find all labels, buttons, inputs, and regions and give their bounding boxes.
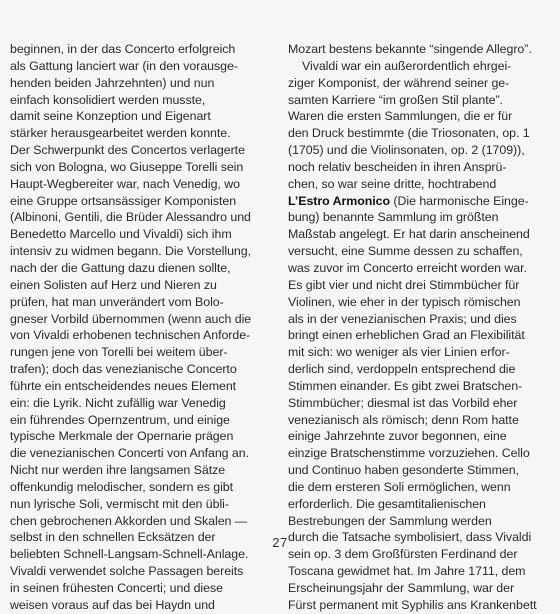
page-number: 27 (272, 535, 288, 550)
text-line: beginnen, in der das Concerto erfolgreich (10, 42, 236, 56)
text-line: Waren die ersten Sammlungen, die er für (288, 109, 513, 124)
text-line: die venezianischen Concerti von Anfang an. (10, 446, 249, 461)
text-line: nach der die Gattung dazu dienen sollte, (10, 260, 231, 275)
text-line: einfach konsolidiert werden musste, (10, 92, 206, 107)
text-line: Violinen, wie eher in der typisch römischen (288, 294, 521, 309)
text-line: selbst in den schnellen Ecksätzen der (10, 530, 216, 545)
text-line: Nicht nur werden ihre langsamen Sätze (10, 463, 226, 478)
text-line: Fürst permanent mit Syphilis ans Krankenbett (288, 597, 537, 612)
text-line: chen gebrochenen Akkorden und Skalen — (10, 513, 248, 528)
text-line: damit seine Konzeption und Eigenart (10, 109, 211, 124)
text-line: (Albinoni, Gentili, die Brüder Alessandro und (10, 210, 251, 225)
collection-title: L’Estro Armonico (288, 193, 391, 208)
text-line: mit sich: wo weniger als vier Linien erfor- (288, 345, 510, 360)
text-line: Erscheinungsjahr der Sammlung, war der (288, 581, 515, 595)
text-line: intensiv zu widmen begann. Die Vorstellung, (10, 244, 251, 259)
text-line: Stimmbücher; diesmal ist das Vorbild eher (288, 395, 518, 410)
text-line: offenkundig melodischer, sondern es gibt (10, 479, 234, 494)
text-line: Der Schwerpunkt des Concertos verlagerte (10, 143, 245, 158)
text-line: sich von Bologna, wo Giuseppe Torelli sein (10, 159, 244, 174)
text-line: prüfen, hat man unverändert vom Bolo- (10, 294, 224, 309)
text-line: rungen jene von Torelli bei weitem über- (10, 345, 228, 360)
text-line: Bestrebungen der Sammlung werden (288, 513, 492, 528)
text-line: trafen); doch das venezianische Concerto (10, 362, 237, 377)
text-line: Benedetto Marcello und Vivaldi) sich ihm (10, 227, 232, 242)
text-line: in seinen frühesten Concerti; und diese (10, 581, 223, 595)
text-line: einen Solisten auf Herz und Nieren zu (10, 277, 217, 292)
text-line: ein: die Lyrik. Nicht zufällig war Venedig (10, 395, 226, 410)
text-line: bringt einen erheblichen Grad an Flexibilität (288, 328, 525, 343)
text-line: henden beiden Jahrzehnten) und nun (10, 75, 215, 90)
text-line: durch die Tatsache symbolisiert, dass Vivaldi (288, 530, 532, 545)
text-line: ein führendes Opernzentrum, und einige (10, 412, 230, 427)
text-line: Haupt-Wegbereiter war, nach Venedig, wo (10, 176, 240, 191)
text-line: weisen voraus auf das bei Haydn und (10, 597, 215, 612)
text-line: versucht, eine Summe dessen zu schaffen, (288, 244, 523, 259)
text-line: von Vivaldi erhobenen technischen Anforde- (10, 328, 251, 343)
text-line: gneser Vorbild übernommen (wenn auch die (10, 311, 252, 326)
text-line: Toscana gewidmet hat. Im Jahre 1711, dem (288, 564, 526, 579)
text-line: Vivaldi verwendet solche Passagen bereits (10, 564, 244, 579)
text-line: noch relativ bescheiden in ihren Ansprü- (288, 159, 507, 174)
text-line: (1705) und die Violinsonaten, op. 2 (1709)), (288, 143, 525, 158)
text-line: eine Gruppe ortsansässiger Komponisten (10, 193, 237, 208)
text-line: erforderlich. Die gesamtitalienischen (288, 496, 486, 511)
text-line: Es gibt vier und nicht drei Stimmbücher für (288, 277, 520, 292)
text-line: Mozart bestens bekannte “singende Allegro”. (288, 42, 532, 56)
text-line: die dem ersteren Soli ermöglichen, wenn (288, 479, 511, 494)
right-text-column (288, 41, 552, 614)
text-line (288, 193, 552, 210)
text-line: derlich sind, verdoppeln entsprechend die (288, 362, 516, 377)
text-line: beliebten Schnell-Langsam-Schnell-Anlage. (10, 547, 249, 562)
text-line: stärker herausgearbeitet werden konnte. (10, 126, 231, 141)
text-line: typische Merkmale der Opernarie prägen (10, 429, 234, 444)
text-line: führte ein entscheidendes neues Element (10, 378, 237, 393)
text-line: was zuvor im Concerto erreicht worden war. (288, 260, 527, 275)
text-line: chen, so war seine dritte, hochtrabend (288, 176, 497, 191)
text-line: nun lyrische Soli, vermischt mit den übli- (10, 496, 229, 511)
text-line: samten Karriere “im großen Stil plante”. (288, 92, 503, 107)
text-line: bung) benannte Sammlung im größten (288, 210, 499, 225)
text-line: und Continuo haben gesonderte Stimmen, (288, 463, 519, 478)
left-text-column (10, 41, 272, 614)
text-line: sein op. 3 dem Großfürsten Ferdinand der (288, 547, 518, 562)
text-line: einige Jahrzehnte zuvor begonnen, eine (288, 429, 507, 444)
text-line: venezianisch als römisch; denn Rom hatte (288, 412, 519, 427)
text-line: Vivaldi war ein außerordentlich ehrgei- (302, 58, 512, 73)
text-line: den Druck bestimmte (die Triosonaten, op. 1 (288, 126, 530, 141)
text-run: (Die harmonische Einge- (390, 193, 529, 208)
text-line: Stimmen einander. Es gibt zwei Bratschen- (288, 378, 523, 393)
text-line: ziger Komponist, der während seiner ge- (288, 75, 510, 90)
text-line: als Gattung lanciert war (in den vorausge- (10, 58, 238, 73)
text-line: als in der venezianischen Praxis; und dies (288, 311, 517, 326)
text-line: einzige Bratschenstimme vorzuziehen. Cello (288, 446, 530, 461)
text-line: Maßstab angelegt. Er hat darin anscheinend (288, 227, 530, 242)
